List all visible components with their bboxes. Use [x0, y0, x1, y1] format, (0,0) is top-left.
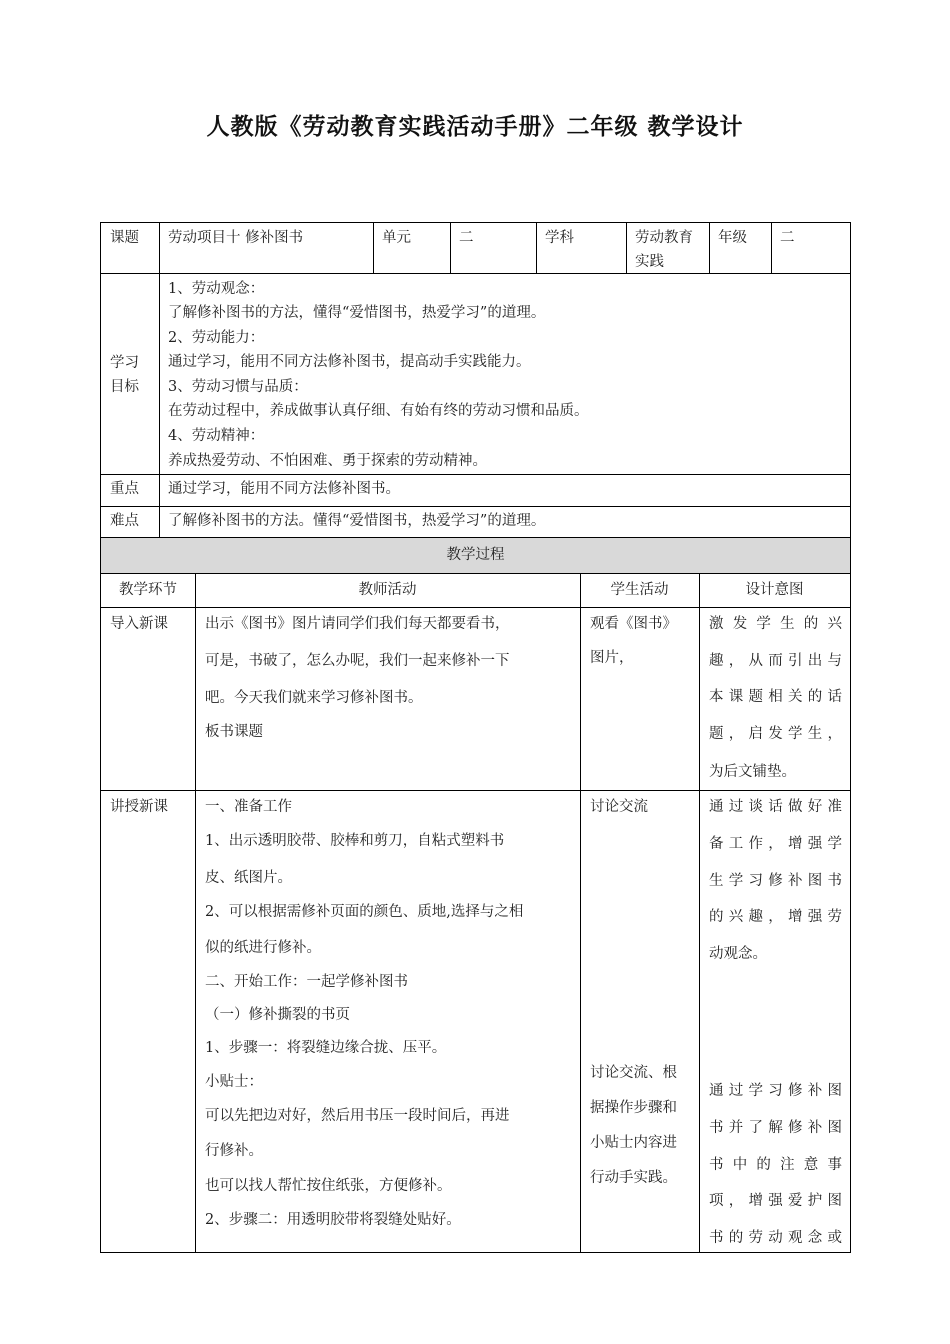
objectives-label-line2: 目标	[110, 379, 139, 395]
objective-line: 4、劳动精神：	[168, 428, 265, 444]
lesson-intent-line: 通过学习修补图	[709, 1083, 842, 1099]
lesson-teacher-line: 皮、纸图片。	[205, 870, 292, 886]
lesson-teacher-line: 行修补。	[205, 1143, 263, 1159]
intro-intent-line: 激发学生的兴	[709, 616, 842, 632]
lesson-teacher-line: 似的纸进行修补。	[205, 940, 321, 956]
intro-intent-line: 为后文铺垫。	[709, 764, 796, 780]
lesson-teacher-line: 也可以找人帮忙按住纸张，方便修补。	[205, 1178, 452, 1194]
lesson-teacher-line: 小贴士：	[205, 1074, 263, 1090]
objective-line: 了解修补图书的方法，懂得“爱惜图书，热爱学习”的道理。	[168, 305, 546, 321]
lesson-intent-line: 通过谈话做好准	[709, 799, 842, 815]
info-table	[100, 222, 851, 538]
page-title: 人教版《劳动教育实践活动手册》二年级 教学设计	[206, 114, 744, 140]
col-header-stage: 教学环节	[119, 582, 177, 598]
lesson-intent-line: 生学习修补图书	[709, 873, 842, 889]
lesson-teacher-line: 二、开始工作：一起学修补图书	[205, 974, 408, 990]
intro-teacher-line: 板书课题	[205, 724, 263, 740]
unit-value: 二	[459, 230, 474, 246]
col-header-teacher: 教师活动	[358, 582, 417, 598]
objective-line: 养成热爱劳动、不怕困难、勇于探索的劳动精神。	[168, 453, 487, 469]
process-heading: 教学过程	[446, 547, 505, 563]
lesson-teacher-line: 2、可以根据需修补页面的颜色、质地,选择与之相	[205, 904, 524, 920]
lesson-student-line: 据操作步骤和	[590, 1100, 677, 1116]
intro-teacher-line: 吧。今天我们就来学习修补图书。	[205, 690, 423, 706]
grade-value: 二	[780, 230, 795, 246]
col-header-intent: 设计意图	[745, 582, 804, 598]
intro-teacher-line: 可是，书破了，怎么办呢，我们一起来修补一下	[205, 653, 510, 669]
topic-value: 劳动项目十 修补图书	[168, 230, 304, 246]
col-header-student: 学生活动	[610, 582, 669, 598]
lesson-student-line: 行动手实践。	[590, 1170, 677, 1186]
intro-stage: 导入新课	[110, 616, 168, 632]
objective-line: 在劳动过程中，养成做事认真仔细、有始有终的劳动习惯和品质。	[168, 403, 589, 419]
lesson-intent-line: 备工作，增强学	[709, 836, 842, 852]
lesson-intent-line: 动观念。	[709, 946, 767, 962]
intro-intent-line: 趣，从而引出与	[709, 653, 842, 669]
topic-label: 课题	[110, 230, 139, 246]
lesson-intent-line: 的兴趣，增强劳	[709, 909, 842, 925]
lesson-teacher-line: 可以先把边对好，然后用书压一段时间后，再进	[205, 1108, 510, 1124]
difficulty-label: 难点	[110, 513, 139, 529]
key-point-value: 通过学习，能用不同方法修补图书。	[168, 481, 400, 497]
lesson-teacher-line: 1、步骤一：将裂缝边缘合拢、压平。	[205, 1040, 447, 1056]
subject-label: 学科	[545, 230, 574, 246]
objective-line: 2、劳动能力：	[168, 330, 265, 346]
lesson-intent-line: 书中的注意事	[709, 1157, 842, 1173]
intro-student-line: 图片，	[590, 650, 634, 666]
lesson-student-line: 小贴士内容进	[590, 1135, 677, 1151]
lesson-stage: 讲授新课	[110, 799, 168, 815]
intro-intent-line: 题，启发学生，	[709, 726, 842, 742]
intro-intent-line: 本课题相关的话	[709, 689, 842, 705]
subject-value-line1: 劳动教育	[635, 230, 693, 246]
objective-line: 通过学习，能用不同方法修补图书，提高动手实践能力。	[168, 354, 531, 370]
lesson-teacher-line: 2、步骤二：用透明胶带将裂缝处贴好。	[205, 1212, 461, 1228]
intro-teacher-line: 出示《图书》图片请同学们我们每天都要看书，	[205, 616, 510, 632]
objective-line: 1、劳动观念：	[168, 281, 265, 297]
subject-value-line2: 实践	[635, 254, 664, 270]
process-table	[100, 537, 851, 1253]
unit-label: 单元	[382, 230, 411, 246]
objective-line: 3、劳动习惯与品质：	[168, 379, 308, 395]
lesson-student-line: 讨论交流、根	[590, 1065, 677, 1081]
grade-label: 年级	[718, 230, 747, 246]
lesson-teacher-line: 一、准备工作	[205, 799, 292, 815]
intro-student-line: 观看《图书》	[590, 616, 677, 632]
lesson-teacher-line: （一）修补撕裂的书页	[205, 1007, 350, 1023]
key-point-label: 重点	[110, 481, 139, 497]
objectives-label-line1: 学习	[110, 355, 139, 371]
lesson-intent-line: 项，增强爱护图	[709, 1193, 842, 1209]
lesson-student-1: 讨论交流	[590, 799, 648, 815]
lesson-intent-line: 书并了解修补图	[709, 1120, 842, 1136]
lesson-teacher-line: 1、出示透明胶带、胶棒和剪刀，自粘式塑料书	[205, 833, 505, 849]
lesson-intent-line: 书的劳动观念或	[709, 1230, 842, 1246]
difficulty-value: 了解修补图书的方法。懂得“爱惜图书，热爱学习”的道理。	[168, 513, 546, 529]
